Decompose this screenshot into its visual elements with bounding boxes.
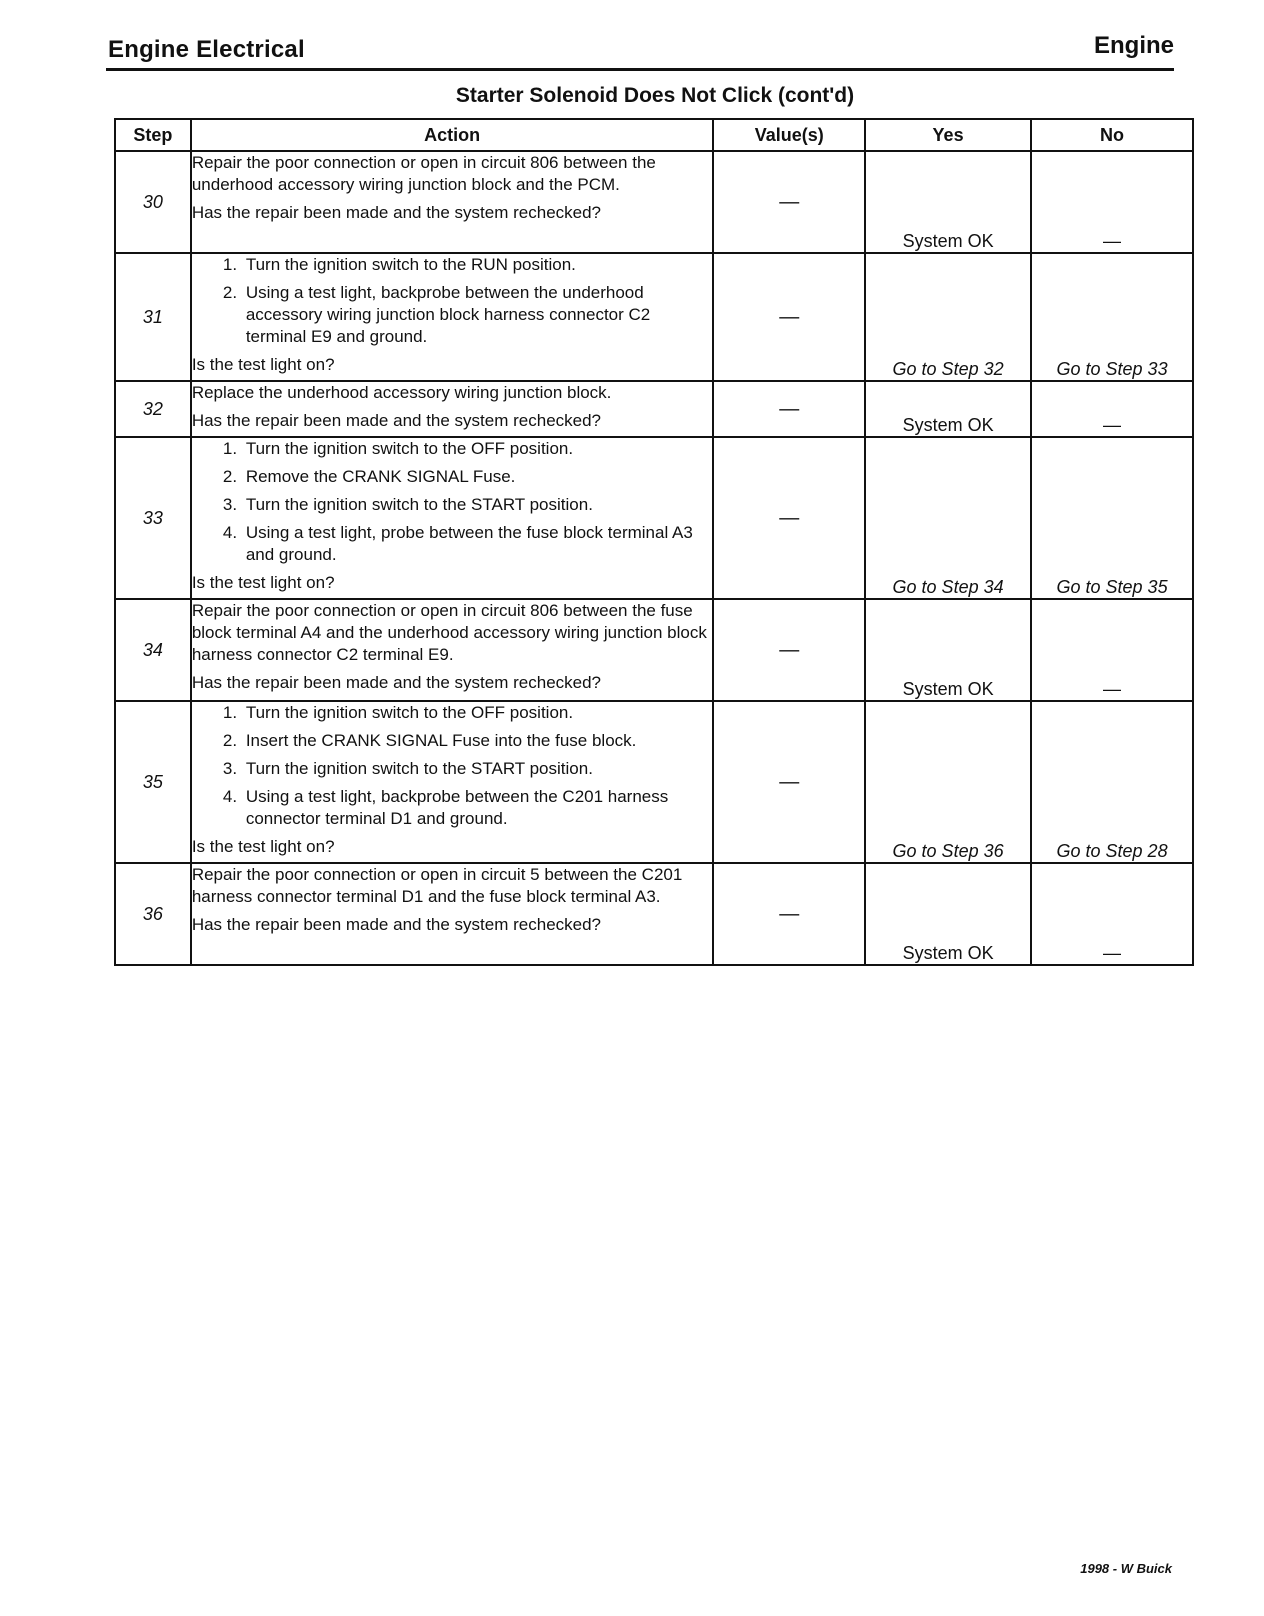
step-number: 32 (115, 381, 191, 437)
no-result: Go to Step 28 (1031, 701, 1193, 863)
table-row (115, 437, 1193, 599)
action-steps-list (192, 254, 713, 348)
step-number: 30 (115, 151, 191, 253)
action-cell (191, 151, 714, 253)
action-question: Is the test light on? (191, 837, 335, 856)
list-item: 2. Using a test light, backprobe between the underhood accessory wiring junction block harness connector C2 terminal E9 and ground. (242, 282, 713, 348)
no-result: Go to Step 33 (1031, 253, 1193, 381)
list-item: 4. Using a test light, probe between the fuse block terminal A3 and ground. (242, 522, 713, 566)
yes-result: System OK (865, 381, 1031, 437)
section-title: Engine Electrical (108, 36, 305, 63)
action-cell (191, 437, 714, 599)
list-item: 2. Remove the CRANK SIGNAL Fuse. (242, 466, 713, 488)
list-item: 3. Turn the ignition switch to the START position. (242, 758, 713, 780)
yes-result: System OK (865, 599, 1031, 701)
step-number: 31 (115, 253, 191, 381)
no-result: — (1031, 863, 1193, 965)
values-cell: — (713, 599, 865, 701)
action-steps-list (192, 438, 713, 566)
list-item: 4. Using a test light, backprobe between the C201 harness connector terminal D1 and ground. (242, 786, 713, 830)
diagnostic-table (114, 118, 1194, 966)
table-row (115, 863, 1193, 965)
action-question: Has the repair been made and the system rechecked? (191, 203, 602, 222)
action-steps-list (192, 702, 713, 830)
values-cell: — (713, 701, 865, 863)
yes-result: System OK (865, 151, 1031, 253)
action-instruction: Replace the underhood accessory wiring junction block. (191, 383, 612, 402)
action-cell (191, 701, 714, 863)
action-question: Has the repair been made and the system rechecked? (191, 673, 602, 692)
yes-result: Go to Step 34 (865, 437, 1031, 599)
step-number: 34 (115, 599, 191, 701)
list-item: 1. Turn the ignition switch to the OFF position. (242, 438, 713, 460)
column-header-no: No (1031, 119, 1193, 151)
yes-result: Go to Step 36 (865, 701, 1031, 863)
action-question: Has the repair been made and the system rechecked? (191, 915, 602, 934)
action-cell (191, 253, 714, 381)
values-cell: — (713, 253, 865, 381)
action-instruction: Repair the poor connection or open in circuit 806 between the fuse block terminal A4 and the underhood accessory wiring junction block harness connector C2 terminal E9. (191, 601, 707, 664)
step-number: 36 (115, 863, 191, 965)
footer-edition: 1998 - W Buick (1080, 1561, 1172, 1576)
table-row (115, 381, 1193, 437)
table-row (115, 599, 1193, 701)
values-cell: — (713, 437, 865, 599)
column-header-values: Value(s) (713, 119, 865, 151)
list-item: 2. Insert the CRANK SIGNAL Fuse into the fuse block. (242, 730, 713, 752)
table-row (115, 151, 1193, 253)
no-result: — (1031, 381, 1193, 437)
values-cell: — (713, 381, 865, 437)
list-item: 1. Turn the ignition switch to the RUN position. (242, 254, 713, 276)
action-cell (191, 863, 714, 965)
column-header-yes: Yes (865, 119, 1031, 151)
action-instruction: Repair the poor connection or open in circuit 806 between the underhood accessory wiring junction block and the PCM. (191, 153, 656, 194)
column-header-action: Action (191, 119, 714, 151)
action-cell (191, 599, 714, 701)
header-rule (106, 68, 1174, 71)
table-row (115, 253, 1193, 381)
values-cell: — (713, 863, 865, 965)
page-title: Starter Solenoid Does Not Click (cont'd) (455, 84, 855, 107)
action-cell (191, 381, 714, 437)
step-number: 33 (115, 437, 191, 599)
chapter-title: Engine (1093, 32, 1174, 59)
no-result: Go to Step 35 (1031, 437, 1193, 599)
no-result: — (1031, 151, 1193, 253)
column-header-step: Step (115, 119, 191, 151)
table-header-row (115, 119, 1193, 151)
no-result: — (1031, 599, 1193, 701)
step-number: 35 (115, 701, 191, 863)
values-cell: — (713, 151, 865, 253)
action-instruction: Repair the poor connection or open in circuit 5 between the C201 harness connector terminal D1 and the fuse block terminal A3. (191, 865, 683, 906)
action-question: Is the test light on? (191, 573, 335, 592)
action-question: Has the repair been made and the system rechecked? (191, 411, 602, 430)
yes-result: System OK (865, 863, 1031, 965)
list-item: 3. Turn the ignition switch to the START position. (242, 494, 713, 516)
action-question: Is the test light on? (191, 355, 335, 374)
yes-result: Go to Step 32 (865, 253, 1031, 381)
table-row (115, 701, 1193, 863)
list-item: 1. Turn the ignition switch to the OFF position. (242, 702, 713, 724)
table-body (115, 151, 1193, 965)
